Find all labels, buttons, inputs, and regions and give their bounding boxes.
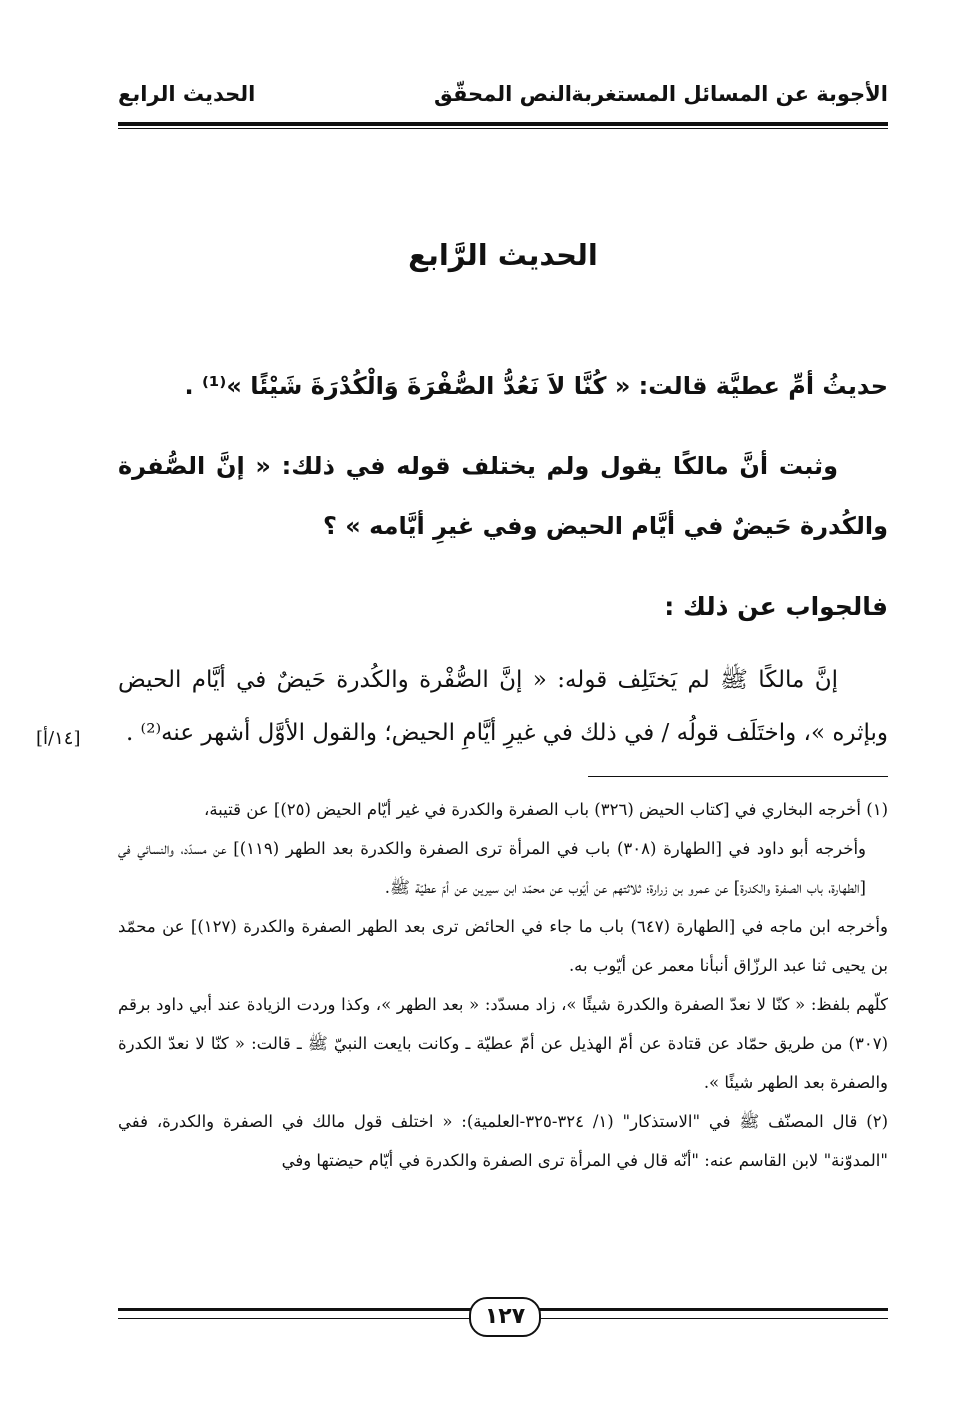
- answer-heading: فالجواب عن ذلك :: [664, 592, 888, 621]
- running-header: [118, 82, 888, 122]
- question-line-1: حديثُ أمِّ عطيَّة قالت: « كُنَّا لاَ نَعُدُّ الصُّفْرَةَ وَالْكُدْرَةَ شَيْئًا »⁽¹⁾ .: [184, 372, 888, 400]
- header-rule-thin: [118, 128, 888, 129]
- header-book-title: الأجوبة عن المسائل المستغربة: [571, 82, 888, 106]
- page-number: ١٢٧: [469, 1297, 541, 1337]
- header-rule-thick: [118, 122, 888, 126]
- footnote-separator: [588, 776, 888, 777]
- chapter-title: الحديث الرَّابع: [408, 238, 598, 272]
- manuscript-folio-ref: [١٤/أ]: [36, 728, 81, 749]
- header-chapter: الحديث الرابع: [118, 82, 256, 106]
- header-section: النص المحقّق: [434, 82, 572, 106]
- footnotes: [118, 790, 888, 1180]
- footnote-1-a: (١) أخرجه البخاري في [كتاب الحيض (٣٢٦) باب الصفرة والكدرة في غير أيّام الحيض (٢٥)] عن قتيبة،: [204, 800, 888, 819]
- footnote-1-d: كلّهم بلفظ: « كنّا لا نعدّ الصفرة والكدرة شيئًا »، زاد مسدّد: « بعد الطهر »، وكذا وردت الزيادة عند أبي داود برقم (٣٠٧) من طريق حمّاد عن قتادة عن أمّ الهذيل عن أمّ عطيّة ـ وكانت بايعت النبيّ ﷺ ـ قالت: « كنّا لا نعدّ الكدرة والصفرة بعد الطهر شيئًا ».: [118, 995, 888, 1092]
- footnote-1-c: وأخرجه ابن ماجه في [الطهارة (٦٤٧) باب ما جاء في الحائض ترى بعد الطهر الصفرة والكدرة (١٢٧)] عن محمّد بن يحيى ثنا عبد الرزّاق أنبأنا معمر عن أيّوب به.: [118, 917, 888, 975]
- footnote-2: (٢) قال المصنّف ﷺ في "الاستذكار" (١/ ٣٢٤-٣٢٥-العلمية): « اختلف قول مالك في الصفرة والكدرة، ففي "المدوّنة" لابن القاسم عنه: "أنّه قال في المرأة ترى الصفرة والكدرة في أيّام حيضتها وفي: [118, 1112, 888, 1170]
- footnote-1-b: وأخرجه أبو داود في [الطهارة (٣٠٨) باب في المرأة ترى الصفرة والكدرة بعد الطهر (١١٩)] عن مسدّد، والنسائي في [الطهارة، باب الصفرة والكدرة] عن عمرو بن زرارة؛ ثلاثتهم عن أيّوب عن محمّد ابن سيرين عن أمّ عطيّة ﷺ.: [118, 839, 866, 897]
- answer-text: إنَّ مالكًا ﷺ لم يَختَلِف قوله: « إنَّ الصُّفْرة والكُدرة حَيضٌ في أيَّام الحيض وبإثره »، واختَلَف قولُه / في ذلك في غيرِ أيَّامِ الحيض؛ والقول الأوَّل أشهر عنه⁽²⁾ .: [118, 667, 888, 746]
- question-line-2: وثبت أنَّ مالكًا يقول ولم يختلف قوله في ذلك: « إنَّ الصُّفرة والكُدرة حَيضٌ في أيَّام الحيض وفي غيرِ أيَّامه » ؟: [118, 452, 888, 540]
